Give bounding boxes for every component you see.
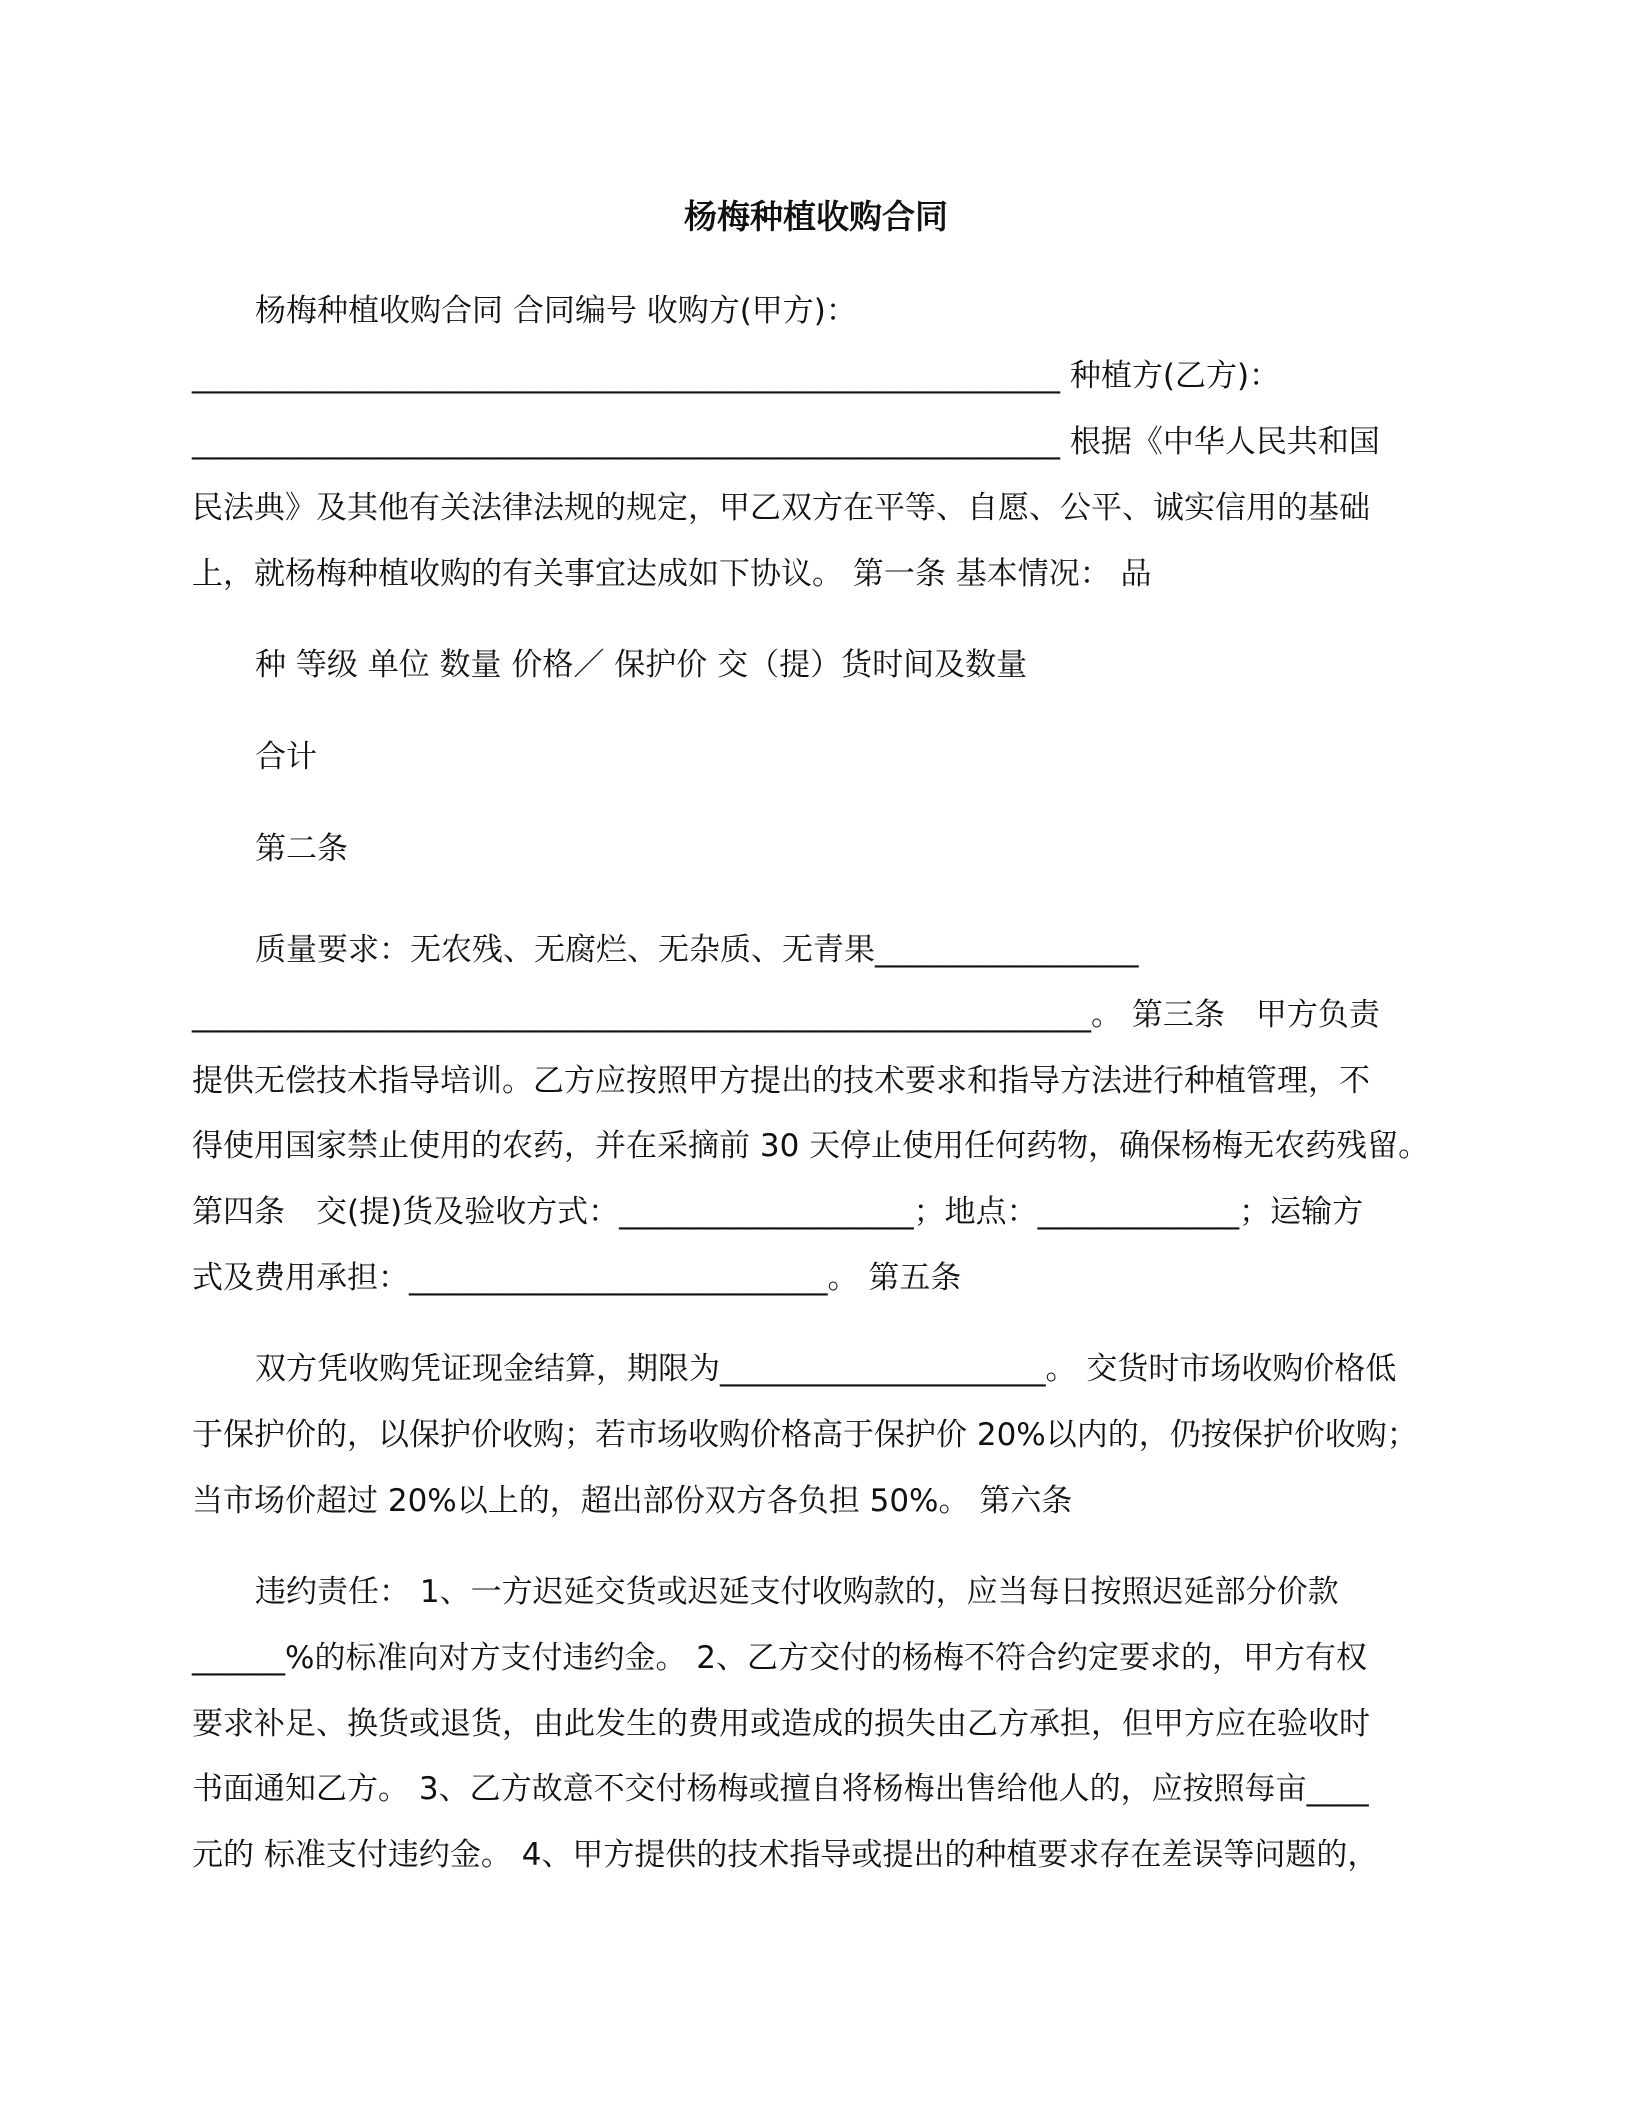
text-line: 要求补足、换货或退货，由此发生的费用或造成的损失由乙方承担，但甲方应在验收时 [192,1706,1370,1742]
text-line: __________________________________________________________。 第三条 甲方负责 [192,997,1380,1033]
text-line: 当市场价超过 20%以上的，超出部份双方各负担 50%。 第六条 [192,1483,1073,1519]
document-title: 杨梅种植收购合同 [684,197,948,236]
text-line: 元的 标准支付违约金。 4、甲方提供的技术指导或提出的种植要求存在差误等问题的， [192,1837,1379,1873]
text-line: 质量要求：无农残、无腐烂、无杂质、无青果_________________ [255,932,1139,968]
text-line: 违约责任： 1、一方迟延交货或迟延支付收购款的，应当每日按照迟延部分价款 [255,1574,1339,1610]
text-line: 上，就杨梅种植收购的有关事宜达成如下协议。 第一条 基本情况： 品 [192,556,1152,592]
text-line: ________________________________________________________ 种植方(乙方)： [192,358,1281,394]
text-line: 第四条 交(提)货及验收方式：___________________；地点：_____________；运输方 [192,1194,1364,1230]
text-line: 第二条 [255,831,348,867]
text-line: 于保护价的，以保护价收购；若市场收购价格高于保护价 20%以内的，仍按保护价收购； [192,1417,1418,1453]
text-line: 种 等级 单位 数量 价格／ 保护价 交（提）货时间及数量 [255,647,1028,683]
text-line: ________________________________________________________ 根据《中华人民共和国 [192,424,1380,460]
text-line: 得使用国家禁止使用的农药，并在采摘前 30 天停止使用任何药物，确保杨梅无农药残留。 [192,1128,1430,1164]
text-line: 式及费用承担：___________________________。 第五条 [192,1260,962,1296]
text-line: 杨梅种植收购合同 合同编号 收购方(甲方)： [255,293,857,329]
text-line: 提供无偿技术指导培训。乙方应按照甲方提出的技术要求和指导方法进行种植管理，不 [192,1063,1370,1099]
text-line: 合计 [255,739,317,775]
text-line: 双方凭收购凭证现金结算，期限为_____________________。 交货时市场收购价格低 [255,1351,1397,1387]
text-line: 民法典》及其他有关法律法规的规定，甲乙双方在平等、自愿、公平、诚实信用的基础 [192,490,1370,526]
text-line: 书面通知乙方。 3、乙方故意不交付杨梅或擅自将杨梅出售给他人的，应按照每亩____ [192,1771,1369,1807]
text-line: ______%的标准向对方支付违约金。 2、乙方交付的杨梅不符合约定要求的，甲方有权 [192,1640,1368,1676]
